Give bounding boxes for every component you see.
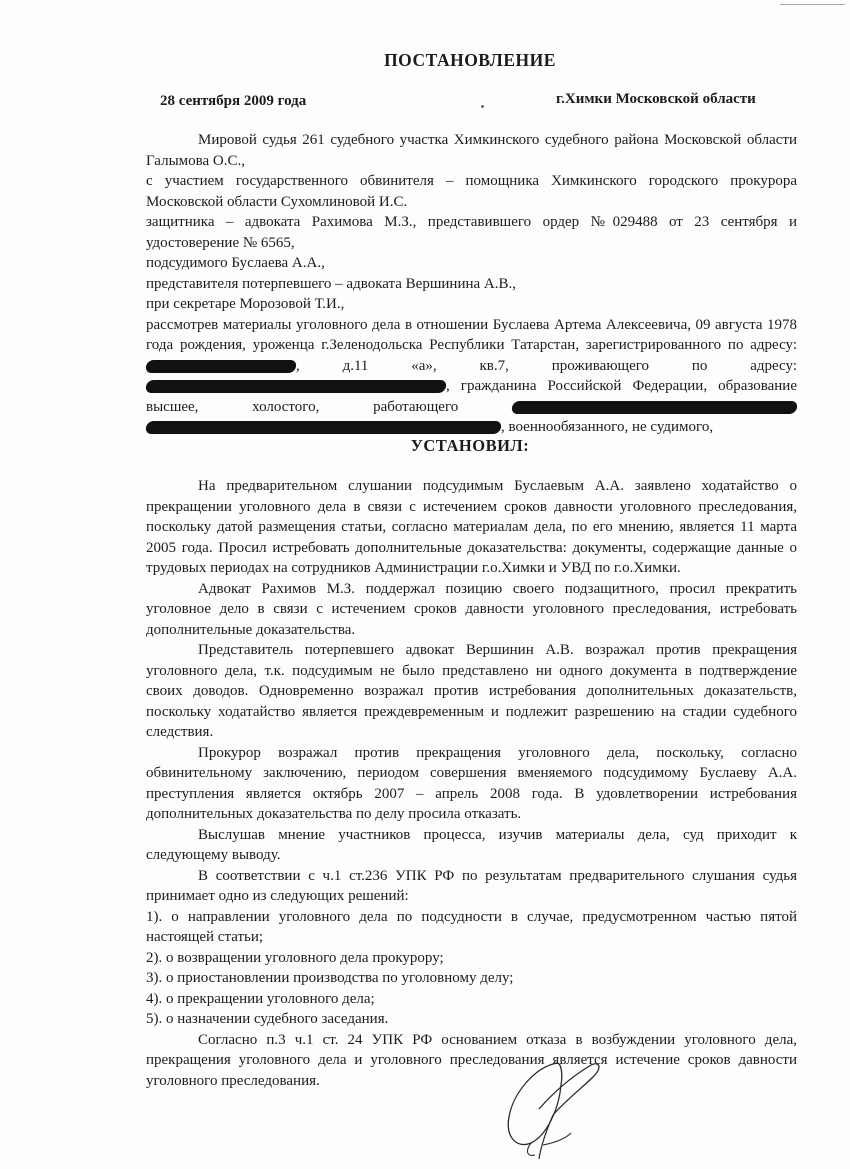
- document-date: 28 сентября 2009 года: [160, 93, 307, 109]
- document-city: г.Химки Московской области: [556, 91, 756, 107]
- section-heading: УСТАНОВИЛ:: [410, 436, 530, 455]
- decision-item: 3). о приостановлении производства по уголовному делу;: [146, 970, 514, 986]
- case-end-text: , военнообязанного, не судимого,: [501, 419, 714, 435]
- intro-victim-representative: представителя потерпевшего – адвоката Вершинина А.В.,: [146, 275, 516, 292]
- decision-item: 5). о назначении судебного заседания.: [146, 1011, 389, 1027]
- paragraph-court-conclusion: Выслушав мнение участников процесса, изучив материалы дела, суд приходит к следующему выводу.: [146, 826, 797, 863]
- redaction-mark: [511, 401, 798, 414]
- main-block: [146, 476, 797, 1091]
- paragraph-motion: На предварительном слушании подсудимым Буслаевым А.А. заявлено ходатайство о прекращении уголовного дела в связи с истечением сроков давности уголовного преследования, поскольку датой размещения статьи, согласно материалам дела, по его мнению, является 11 марта 2005 года. Просил истребовать дополнительные доказательства: документы, содержащие данные о трудовых периодах на сотрудников Администрации г.о.Химки и УВД по г.о.Химки.: [146, 478, 797, 576]
- paragraph-article-24: Согласно п.3 ч.1 ст. 24 УПК РФ основанием отказа в возбуждении уголовного дела, прекращения уголовного дела и уголовного преследования является истечение сроков давности уголовного преследования.: [146, 1031, 797, 1089]
- document-title: ПОСТАНОВЛЕНИЕ: [384, 50, 556, 70]
- paragraph-defender-position: Адвокат Рахимов М.З. поддержал позицию своего подзащитного, просил прекратить уголовное дело в связи с истечением сроков давности уголовного преследования, истребовать дополнительные доказательства.: [146, 580, 797, 638]
- paragraph-victim-position: Представитель потерпевшего адвокат Вершинин А.В. возражал против прекращения уголовного дела, т.к. подсудимым не было представлено ни одного документа в подтверждение своих доводов. Одновременно возражал против истребования дополнительных доказательств, поскольку ходатайство является преждевременным и подлежит разрешению на стадии судебного следствия.: [146, 642, 797, 740]
- decision-list: [146, 907, 797, 1030]
- decision-item: 4). о прекращении уголовного дела;: [146, 990, 375, 1007]
- scan-speck: [481, 105, 484, 108]
- intro-defendant: подсудимого Буслаева А.А.,: [146, 255, 325, 271]
- redaction-mark: [145, 360, 297, 373]
- paragraph-article-236: В соответствии с ч.1 ст.236 УПК РФ по результатам предварительного слушания судья принимает одно из следующих решений:: [146, 867, 797, 904]
- decision-item: 2). о возвращении уголовного дела прокурору;: [146, 949, 444, 966]
- intro-judge: Мировой судья 261 судебного участка Химкинского судебного района Московской области Галымова О.С.,: [146, 132, 797, 169]
- intro-case-description: [146, 315, 797, 438]
- redaction-mark: [145, 421, 502, 434]
- handwritten-signature: [495, 1045, 615, 1165]
- case-start-text: рассмотрев материалы уголовного дела в отношении Буслаева Артема Алексеевича, 09 августа 1978 года рождения, уроженца г.Зеленодольска Республики Татарстан, зарегистрированного по адресу:: [146, 316, 797, 353]
- redaction-mark: [145, 380, 447, 393]
- case-addr1-text: , д.11 «а», кв.7, проживающего по адресу:: [296, 357, 797, 374]
- intro-prosecutor: с участием государственного обвинителя – помощника Химкинского городского прокурора Московской области Сухомлиновой И.С.: [146, 173, 797, 210]
- intro-block: [146, 130, 797, 438]
- case-addr2-text: , гражданина Российской Федерации, образование высшее, холостого, работающего: [146, 378, 797, 415]
- scan-edge-line: [780, 4, 845, 5]
- intro-secretary: при секретаре Морозовой Т.И.,: [146, 296, 345, 312]
- paragraph-prosecutor-position: Прокурор возражал против прекращения уголовного дела, поскольку, согласно обвинительному заключению, периодом совершения вменяемого подсудимому Буслаеву А.А. преступления является октябрь 2007 – апрель 2008 года. В удовлетворении истребования дополнительных доказательства по делу просила отказать.: [146, 744, 797, 822]
- decision-item: 1). о направлении уголовного дела по подсудности в случае, предусмотренном частью пятой настоящей статьи;: [146, 908, 797, 945]
- intro-defender: защитника – адвоката Рахимова М.З., представившего ордер №029488 от 23 сентября и удостоверение № 6565,: [146, 214, 797, 251]
